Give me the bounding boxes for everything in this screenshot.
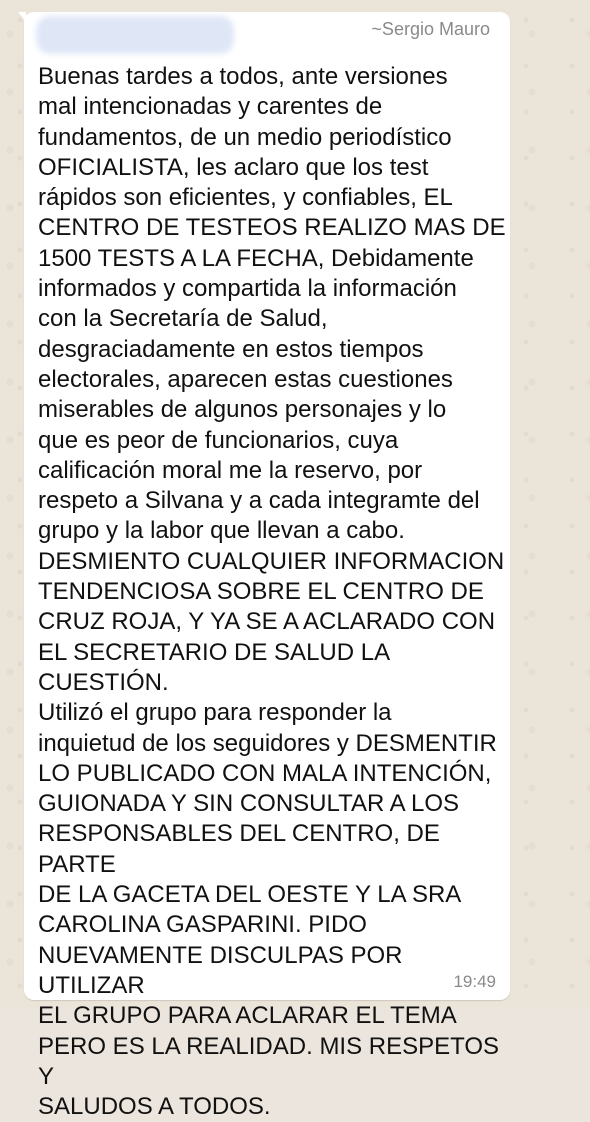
- message-text: Buenas tardes a todos, ante versiones mal intencionadas y carentes de fundamentos, de un medio periodístico OFICIALISTA, les aclaro que los test rápidos son eficientes, y confiables, EL CENTRO DE TESTEOS REALIZO MAS DE 1500 TESTS A LA FECHA, Debidamente informados y compartida la información con la Secretaría de Salud, desgraciadamente en estos tiempos electorales, aparecen estas cuestiones miserables de algunos personajes y lo que es peor de funcionarios, cuya calificación moral me la reservo, por respeto a Silvana y a cada integramte del grupo y la labor que llevan a cabo. DESMIENTO CUALQUIER INFORMACION TENDENCIOSA SOBRE EL CENTRO DE CRUZ ROJA, Y YA SE A ACLARADO CON EL SECRETARIO DE SALUD LA CUESTIÓN. Utilizó el grupo para responder la inquietud de los seguidores y DESMENTIR LO PUBLICADO CON MALA INTENCIÓN, GUIONADA Y SIN CONSULTAR A LOS RESPONSABLES DEL CENTRO, DE PARTE DE LA GACETA DEL OESTE Y LA SRA CAROLINA GASPARINI. PIDO NUEVAMENTE DISCULPAS POR UTILIZAR EL GRUPO PARA ACLARAR EL TEMA PERO ES LA REALIDAD. MIS RESPETOS Y SALUDOS A TODOS.: [38, 63, 506, 1121]
- sender-name[interactable]: ~Sergio Mauro: [371, 19, 490, 39]
- message-bubble[interactable]: [24, 12, 510, 1121]
- message-timestamp: 19:49: [453, 972, 496, 991]
- redacted-phone-number: [36, 16, 234, 54]
